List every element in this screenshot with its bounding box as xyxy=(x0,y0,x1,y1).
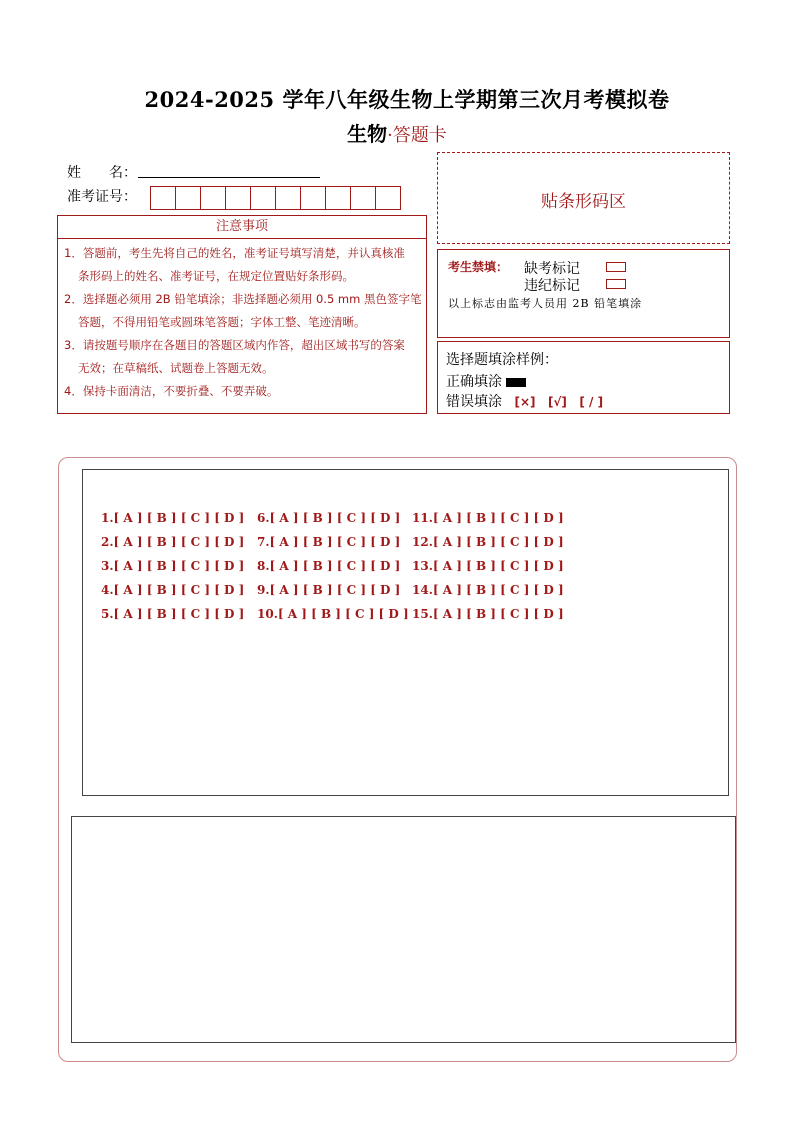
answer-options[interactable]: [ A ] [ B ] [ C ] [ D ] xyxy=(432,583,564,597)
mcq-question[interactable] xyxy=(101,511,244,525)
answer-options[interactable]: [ A ] [ B ] [ C ] [ D ] xyxy=(113,559,245,573)
sample-correct xyxy=(446,371,526,391)
mcq-question[interactable] xyxy=(412,583,564,597)
question-number: 4. xyxy=(101,583,114,597)
question-number: 2. xyxy=(101,535,114,549)
notice-item-line: 答题，不得用铅笔或圆珠笔答题；字体工整、笔迹清晰。 xyxy=(78,315,366,329)
question-number: 9. xyxy=(257,583,270,597)
page-title: 2024-2025 学年八年级生物上学期第三次月考模拟卷 xyxy=(144,87,670,112)
name-field[interactable] xyxy=(138,177,320,178)
exam-restricted-label: 考生禁填： xyxy=(448,260,509,274)
question-number: 10. xyxy=(257,607,278,621)
mcq-question[interactable] xyxy=(412,535,564,549)
exam-id-digit-box[interactable] xyxy=(300,186,326,210)
notice-item-line: 3．请按题号顺序在各题目的答题区域内作答，超出区域书写的答案 xyxy=(64,338,405,352)
absent-mark-label: 缺考标记 xyxy=(524,261,580,277)
notice-title: 注意事项 xyxy=(58,216,426,239)
answer-options[interactable]: [ A ] [ B ] [ C ] [ D ] xyxy=(113,511,245,525)
answer-options[interactable]: [ A ] [ B ] [ C ] [ D ] xyxy=(432,511,564,525)
mcq-question[interactable] xyxy=(257,607,409,621)
answer-options[interactable]: [ A ] [ B ] [ C ] [ D ] xyxy=(269,511,401,525)
mcq-question[interactable] xyxy=(257,535,400,549)
wrong-mark-check: [√] xyxy=(547,395,567,409)
exam-note: 以上标志由监考人员用 2B 铅笔填涂 xyxy=(448,297,643,310)
written-answer-area[interactable] xyxy=(71,816,736,1043)
mcq-question[interactable] xyxy=(101,559,244,573)
notice-item-line: 无效；在草稿纸、试题卷上答题无效。 xyxy=(78,361,274,375)
exam-id-label: 准考证号： xyxy=(67,189,137,205)
notice-item-line: 1．答题前，考生先将自己的姓名，准考证号填写清楚，并认真核准 xyxy=(64,246,405,260)
mcq-question[interactable] xyxy=(101,583,244,597)
mcq-question[interactable] xyxy=(101,607,244,621)
mcq-question[interactable] xyxy=(412,511,564,525)
mcq-question[interactable] xyxy=(257,559,400,573)
wrong-mark-cross: [×] xyxy=(514,395,536,409)
exam-id-digit-box[interactable] xyxy=(350,186,376,210)
sample-title: 选择题填涂样例： xyxy=(446,352,558,368)
violation-mark-label: 违纪标记 xyxy=(524,278,580,294)
exam-id-digit-box[interactable] xyxy=(275,186,301,210)
question-number: 14. xyxy=(412,583,433,597)
exam-restricted-panel xyxy=(437,249,730,338)
answer-options[interactable]: [ A ] [ B ] [ C ] [ D ] xyxy=(113,607,245,621)
exam-id-digit-box[interactable] xyxy=(375,186,401,210)
absent-mark-box[interactable] xyxy=(606,262,626,272)
mcq-question[interactable] xyxy=(257,511,400,525)
card-type-label: ·答题卡 xyxy=(387,125,447,146)
name-label: 姓 名： xyxy=(67,165,137,181)
notice-panel xyxy=(57,215,427,414)
question-number: 1. xyxy=(101,511,114,525)
exam-id-digit-box[interactable] xyxy=(250,186,276,210)
notice-item-line: 4．保持卡面清洁，不要折叠、不要弄破。 xyxy=(64,384,279,398)
page-subtitle xyxy=(0,118,794,147)
notice-item xyxy=(58,334,426,380)
mcq-question[interactable] xyxy=(257,583,400,597)
notice-item-line: 2．选择题必须用 2B 铅笔填涂；非选择题必须用 0.5 mm 黑色签字笔 xyxy=(64,292,422,306)
question-number: 12. xyxy=(412,535,433,549)
subject-label: 生物 xyxy=(347,122,388,146)
question-number: 3. xyxy=(101,559,114,573)
answer-options[interactable]: [ A ] [ B ] [ C ] [ D ] xyxy=(269,583,401,597)
fill-sample-panel xyxy=(437,341,730,414)
notice-item xyxy=(58,380,426,403)
notice-item-line: 条形码上的姓名、准考证号，在规定位置贴好条形码。 xyxy=(78,269,354,283)
question-number: 13. xyxy=(412,559,433,573)
question-number: 6. xyxy=(257,511,270,525)
question-number: 7. xyxy=(257,535,270,549)
answer-options[interactable]: [ A ] [ B ] [ C ] [ D ] xyxy=(269,559,401,573)
notice-item xyxy=(58,288,426,334)
barcode-label: 贴条形码区 xyxy=(541,192,626,212)
answer-options[interactable]: [ A ] [ B ] [ C ] [ D ] xyxy=(269,535,401,549)
question-number: 8. xyxy=(257,559,270,573)
answer-options[interactable]: [ A ] [ B ] [ C ] [ D ] xyxy=(432,559,564,573)
violation-mark-box[interactable] xyxy=(606,279,626,289)
mcq-question[interactable] xyxy=(412,607,564,621)
barcode-area xyxy=(437,152,730,244)
exam-id-boxes[interactable] xyxy=(150,186,400,210)
answer-options[interactable]: [ A ] [ B ] [ C ] [ D ] xyxy=(113,535,245,549)
sample-correct-label: 正确填涂 xyxy=(446,374,502,390)
notice-item xyxy=(58,242,426,288)
exam-id-digit-box[interactable] xyxy=(200,186,226,210)
mcq-question[interactable] xyxy=(101,535,244,549)
sample-wrong-label: 错误填涂 xyxy=(446,394,502,410)
exam-id-digit-box[interactable] xyxy=(225,186,251,210)
sample-wrong xyxy=(446,391,603,411)
question-number: 11. xyxy=(412,511,433,525)
answer-options[interactable]: [ A ] [ B ] [ C ] [ D ] xyxy=(432,535,564,549)
question-number: 5. xyxy=(101,607,114,621)
wrong-mark-slash: [ / ] xyxy=(579,395,604,409)
mcq-question[interactable] xyxy=(412,559,564,573)
exam-id-digit-box[interactable] xyxy=(150,186,176,210)
filled-mark-icon xyxy=(506,378,526,387)
answer-options[interactable]: [ A ] [ B ] [ C ] [ D ] xyxy=(113,583,245,597)
exam-id-digit-box[interactable] xyxy=(325,186,351,210)
question-number: 15. xyxy=(412,607,433,621)
answer-options[interactable]: [ A ] [ B ] [ C ] [ D ] xyxy=(277,607,409,621)
answer-options[interactable]: [ A ] [ B ] [ C ] [ D ] xyxy=(432,607,564,621)
exam-id-digit-box[interactable] xyxy=(175,186,201,210)
multiple-choice-area xyxy=(82,469,729,796)
